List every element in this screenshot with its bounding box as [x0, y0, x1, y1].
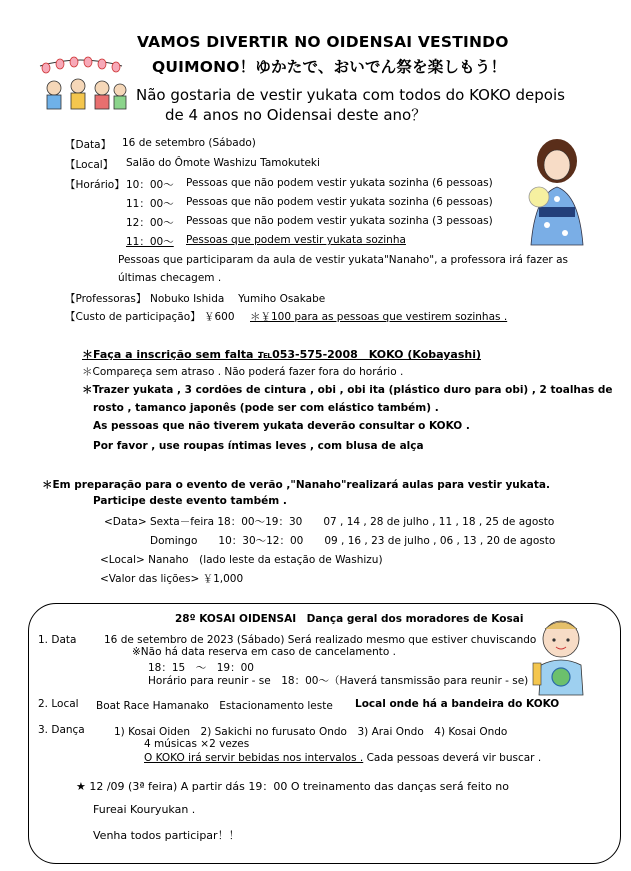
- inscricao-line-5: As pessoas que não tiverem yukata deverão consultar o KOKO .: [93, 420, 470, 432]
- subtitle-line-1: Não gostaria de vestir yukata com todos do KOKO depois: [136, 86, 565, 104]
- item2-value: Boat Race Hamanako Estacionamento leste: [96, 700, 333, 712]
- star-line-1: ★ 12 /09 (3ª feira) A partir dás 19：00 O treinamento das danças será feito no: [76, 780, 510, 793]
- item2-bold: Local onde há a bandeira do KOKO: [355, 698, 560, 710]
- custo-note: ＊￥100 para as pessoas que vestirem sozinhas .: [250, 311, 508, 323]
- note-line-1: Pessoas que participaram da aula de vestir yukata"Nanaho", a professora irá fazer as: [118, 254, 568, 266]
- item1-value: 16 de setembro de 2023 (Sábado) Será realizado mesmo que estiver chuviscando: [104, 634, 537, 646]
- schedule-desc: Pessoas que não podem vestir yukata sozinha (3 pessoas): [186, 215, 493, 227]
- schedule-desc: Pessoas que não podem vestir yukata sozinha (6 pessoas): [186, 177, 493, 189]
- schedule-time: 11：00～: [126, 236, 174, 248]
- schedule-desc: Pessoas que não podem vestir yukata sozinha (6 pessoas): [186, 196, 493, 208]
- schedule-time: 10：00～: [126, 179, 174, 191]
- verao-line-4: Domingo 10：30～12：00 09 , 16 , 23 de julho , 06 , 13 , 20 de agosto: [150, 535, 556, 547]
- title-line-2: QUIMONO！ゆかたで、おいでん祭を楽しもう！: [152, 58, 507, 76]
- item3-note: [144, 752, 541, 764]
- verao-line-2: Participe deste evento também .: [93, 495, 287, 507]
- star-line-2: Fureai Kouryukan .: [93, 803, 196, 816]
- star-line-3: Venha todos participar！！: [93, 829, 240, 842]
- inscricao-phone: ℡053-575-2008 KOKO (Kobayashi): [258, 348, 481, 361]
- item3-value: 1) Kosai Oiden 2) Sakichi no furusato Ondo 3) Arai Ondo 4) Kosai Ondo: [114, 726, 508, 738]
- local-label: 【Local】: [65, 159, 114, 171]
- item1-label: 1. Data: [38, 634, 77, 646]
- item1-time: 18：15 ～ 19：00: [148, 662, 254, 674]
- inscricao-line-3: ＊Trazer yukata , 3 cordões de cintura , obi , obi ita (plástico duro para obi) , 2 toalhas de: [82, 384, 613, 396]
- horario-label: 【Horário】: [65, 179, 125, 191]
- item3-label: 3. Dança: [38, 724, 85, 736]
- item2-label: 2. Local: [38, 698, 79, 710]
- kids-lanterns-illustration: [30, 52, 130, 112]
- schedule-desc: Pessoas que podem vestir yukata sozinha: [186, 234, 406, 246]
- verao-line-3: <Data> Sexta－feira 18：00～19：30 07 , 14 , 28 de julho , 11 , 18 , 25 de agosto: [104, 516, 555, 528]
- schedule-time: 12：00～: [126, 217, 174, 229]
- item1-note: ※Não há data reserva em caso de cancelamento .: [132, 646, 396, 658]
- professoras-label: 【Professoras】: [65, 293, 147, 305]
- subtitle-line-2: de 4 anos no Oidensai deste ano？: [165, 106, 427, 124]
- local-value: Salão do Ômote Washizu Tamokuteki: [126, 157, 320, 169]
- item3-count: 4 músicas ×2 vezes: [144, 738, 250, 750]
- inscricao-line-6: Por favor , use roupas íntimas leves , com blusa de alça: [93, 440, 424, 452]
- schedule-time: 11：00～: [126, 198, 174, 210]
- verao-line-1: ＊Em preparação para o evento de verão ,"Nanaho"realizará aulas para vestir yukata.: [42, 479, 550, 491]
- inscricao-line-2: ＊Compareça sem atraso . Não poderá fazer fora do horário .: [82, 366, 404, 378]
- professoras-value: Nobuko Ishida Yumiho Osakabe: [150, 293, 326, 305]
- note-line-2: últimas checagem .: [118, 272, 222, 284]
- title-line-1: VAMOS DIVERTIR NO OIDENSAI VESTINDO: [137, 33, 509, 51]
- item1-reunir: Horário para reunir - se 18：00～（Haverá tansmissão para reunir - se): [148, 675, 529, 687]
- data-label: 【Data】: [65, 139, 112, 151]
- item3-note-underlined: O KOKO irá servir bebidas nos intervalos .: [144, 752, 364, 764]
- custo-value: ￥600: [204, 311, 235, 323]
- verao-line-5: <Local> Nanaho (lado leste da estação de Washizu): [100, 554, 383, 566]
- yukata-woman-illustration: [517, 135, 595, 247]
- data-value: 16 de setembro (Sábado): [122, 137, 256, 149]
- boy-illustration: [527, 615, 597, 701]
- kosai-title: 28º KOSAI OIDENSAI Dança geral dos moradores de Kosai: [175, 613, 524, 625]
- custo-label: 【Custo de participação】: [65, 311, 201, 323]
- inscricao-line-1a: ＊Faça a inscrição sem falta .: [82, 348, 262, 361]
- inscricao-line-4: rosto , tamanco japonês (pode ser com elástico também) .: [93, 402, 439, 414]
- item3-note-rest: Cada pessoas deverá vir buscar .: [363, 752, 542, 764]
- verao-line-6: <Valor das lições> ￥1,000: [100, 573, 244, 585]
